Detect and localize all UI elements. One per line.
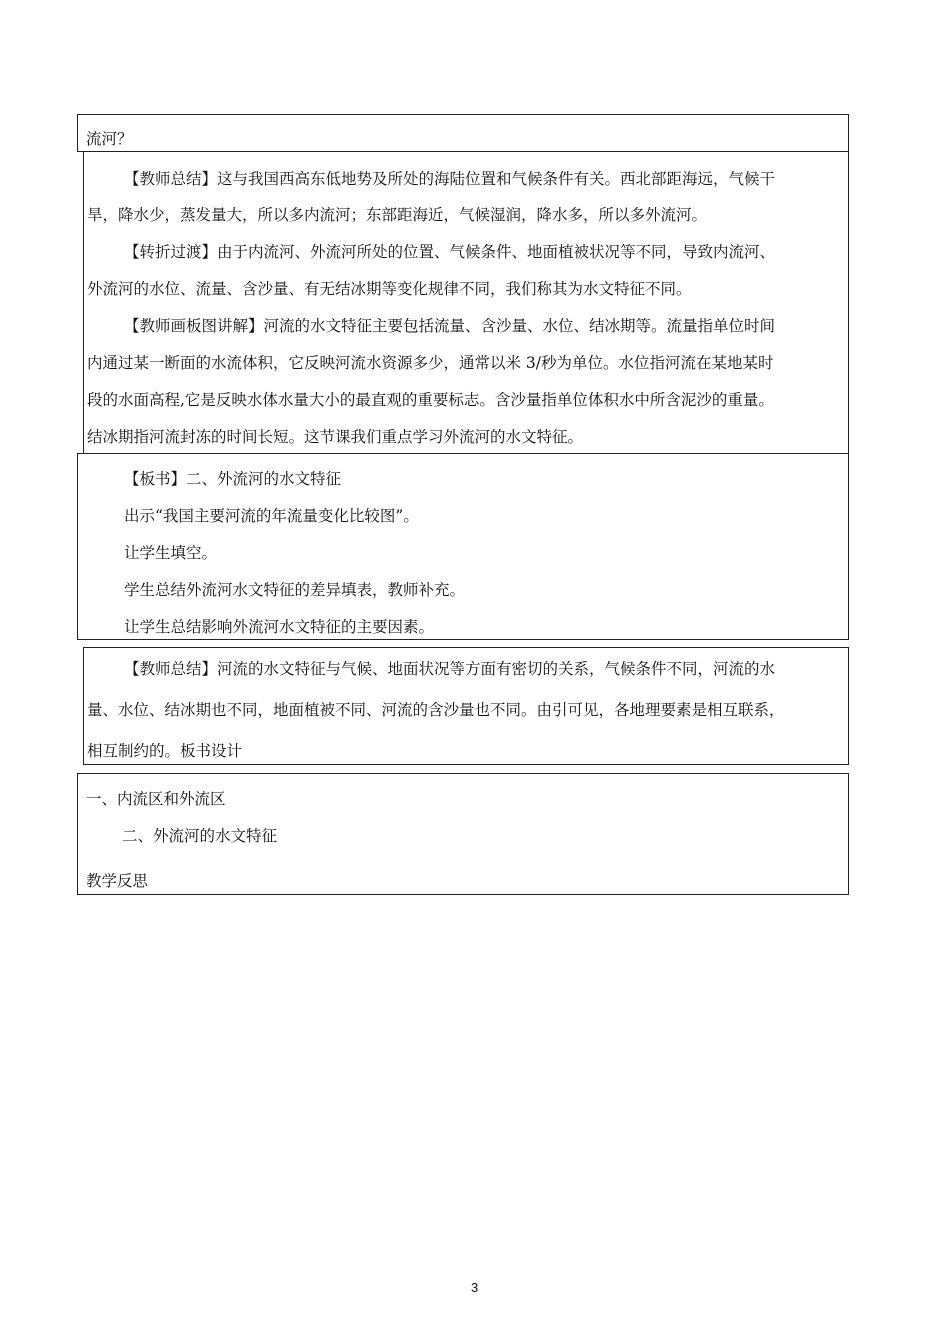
text-line: 相互制约的。板书设计 xyxy=(87,742,243,760)
page-number: 3 xyxy=(471,1280,479,1295)
text-line: 【教师总结】这与我国西高东低地势及所处的海陆位置和气候条件有关。西北部距海远，气候干 xyxy=(124,170,776,188)
table-cell-final-summary xyxy=(83,647,849,765)
table-cell-board-design xyxy=(77,773,849,895)
text-line: 量、水位、结冰期也不同，地面植被不同、河流的含沙量也不同。由引可见，各地理要素是相互联系， xyxy=(87,701,785,719)
text-line: 流河？ xyxy=(86,130,133,148)
text-line: 一、内流区和外流区 xyxy=(86,790,226,808)
text-line: 段的水面高程,它是反映水体水量大小的最直观的重要标志。含沙量指单位体积水中所含泥沙的重量。 xyxy=(87,391,774,409)
text-line: 让学生总结影响外流河水文特征的主要因素。 xyxy=(124,618,435,636)
table-cell-board-writing xyxy=(77,453,849,640)
text-line: 结冰期指河流封冻的时间长短。这节课我们重点学习外流河的水文特征。 xyxy=(87,428,584,446)
text-line: 外流河的水位、流量、含沙量、有无结冰期等变化规律不同，我们称其为水文特征不同。 xyxy=(87,280,692,298)
text-line: 二、外流河的水文特征 xyxy=(122,827,278,845)
table-cell-continuation xyxy=(77,114,849,152)
text-line: 内通过某一断面的水流体积，它反映河流水资源多少，通常以米 3/秒为单位。水位指河流在某地某时 xyxy=(87,354,774,372)
text-line: 出示“我国主要河流的年流量变化比较图”。 xyxy=(124,507,419,525)
text-line: 【教师画板图讲解】河流的水文特征主要包括流量、含沙量、水位、结冰期等。流量指单位时间 xyxy=(124,317,776,335)
text-line: 【板书】二、外流河的水文特征 xyxy=(124,470,342,488)
text-line: 旱，降水少，蒸发量大，所以多内流河；东部距海近，气候湿润，降水多，所以多外流河。 xyxy=(87,206,708,224)
text-line: 【转折过渡】由于内流河、外流河所处的位置、气候条件、地面植被状况等不同，导致内流河、 xyxy=(124,243,776,261)
text-line: 【教师总结】河流的水文特征与气候、地面状况等方面有密切的关系，气候条件不同，河流的水 xyxy=(124,660,776,678)
text-line: 学生总结外流河水文特征的差异填表，教师补充。 xyxy=(124,581,466,599)
text-line: 让学生填空。 xyxy=(124,544,218,562)
table-cell-teacher-summary xyxy=(83,151,849,454)
text-line: 教学反思 xyxy=(86,872,149,890)
